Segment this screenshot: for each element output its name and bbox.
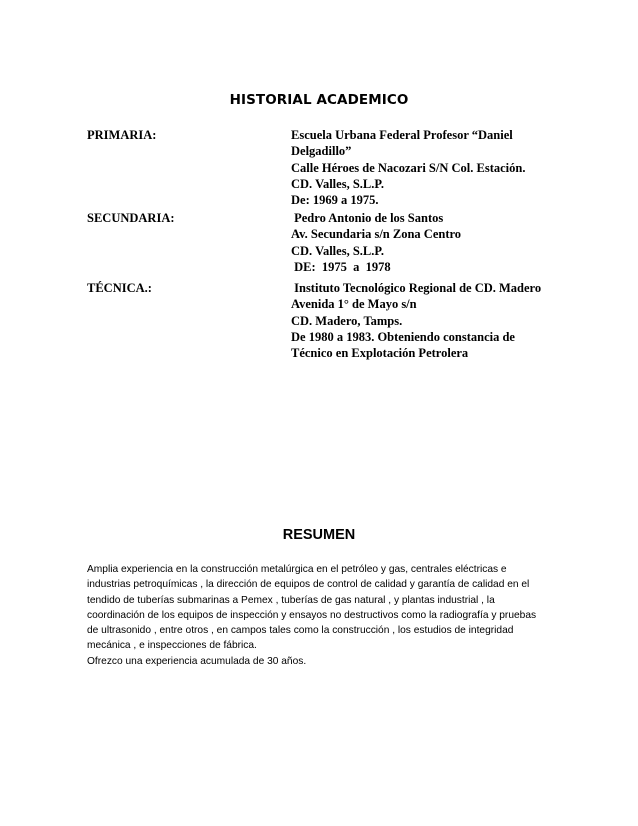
document-title-text: HISTORIAL ACADEMICO (229, 92, 409, 108)
document-title (0, 92, 638, 108)
detail-line: Instituto Tecnológico Regional de CD. Madero (291, 281, 542, 295)
resumen-paragraph (87, 562, 557, 669)
detail-line: Delgadillo” (291, 144, 352, 159)
section-details-tecnica (291, 280, 571, 361)
detail-line: Calle Héroes de Nacozari S/N Col. Estación. (291, 160, 526, 175)
section-label-tecnica: TÉCNICA.: (87, 281, 152, 295)
detail-line: De 1980 a 1983. Obteniendo constancia de (291, 329, 515, 344)
section-details-secundaria (291, 210, 571, 275)
resumen-title: RESUMEN (282, 527, 356, 543)
resumen-line: industrias petroquímicas , la dirección de equipos de control de calidad y garantía de calidad en el (87, 579, 530, 591)
detail-line: Pedro Antonio de los Santos (291, 211, 444, 225)
detail-line: CD. Madero, Tamps. (291, 313, 403, 328)
detail-line: Escuela Urbana Federal Profesor “Daniel (291, 128, 513, 142)
resumen-line: Amplia experiencia en la construcción metalúrgica en el petróleo y gas, centrales eléctricas e (87, 564, 507, 575)
section-details-primaria (291, 127, 571, 208)
detail-line: CD. Valles, S.L.P. (291, 243, 384, 258)
section-label-secundaria: SECUNDARIA: (87, 211, 175, 225)
detail-line: CD. Valles, S.L.P. (291, 176, 384, 191)
detail-line: Av. Secundaria s/n Zona Centro (291, 227, 462, 242)
resumen-line: coordinación de los equipos de inspección y ensayos no destructivos como la radiografía y pruebas (87, 609, 537, 621)
detail-line: DE: 1975 a 1978 (291, 259, 391, 274)
resumen-line: Ofrezco una experiencia acumulada de 30 años. (87, 655, 307, 667)
detail-line: De: 1969 a 1975. (291, 193, 379, 208)
resumen-line: de ultrasonido , entre otros , en campos tales como la construcción , los estudios de integridad (87, 625, 514, 637)
resumen-line: tendido de tuberías submarinas a Pemex , tuberías de gas natural , y plantas industrial , la (87, 594, 495, 606)
section-label-primaria: PRIMARIA: (87, 128, 157, 142)
resumen-line: mecánica , e inspecciones de fábrica. (87, 640, 257, 652)
detail-line: Avenida 1° de Mayo s/n (291, 297, 417, 312)
detail-line: Técnico en Explotación Petrolera (291, 346, 469, 361)
